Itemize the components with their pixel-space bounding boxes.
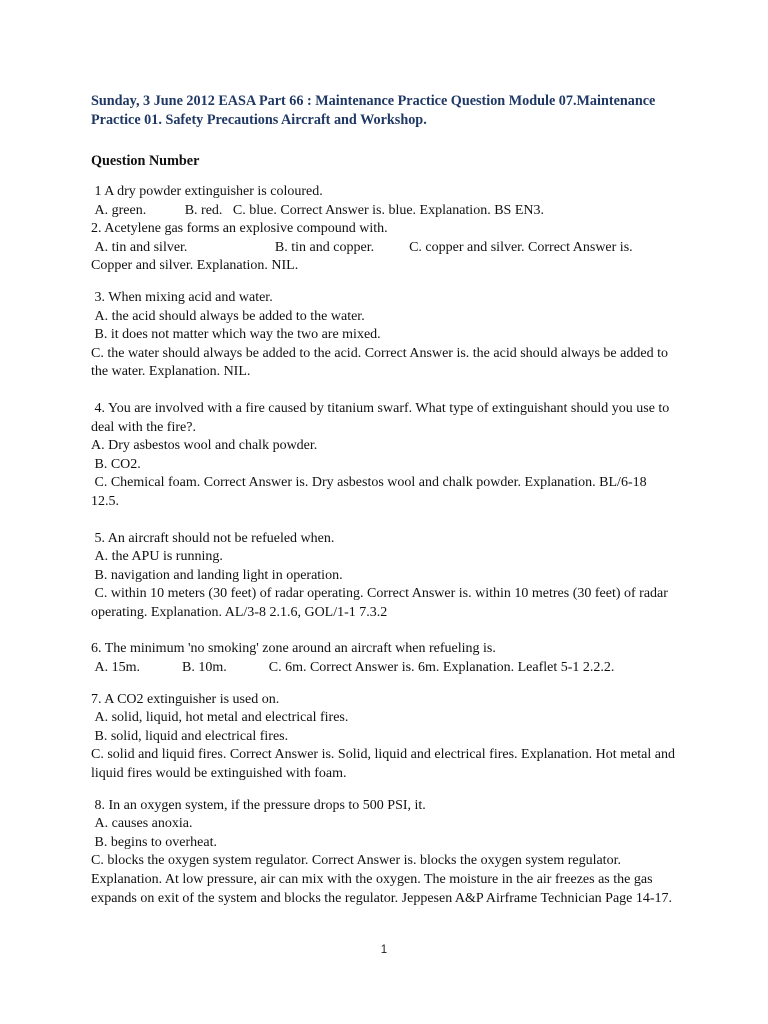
option-b: B. solid, liquid and electrical fires. — [91, 728, 289, 744]
option-c-answer: C. solid and liquid fires. Correct Answer is. Solid, liquid and electrical fires. Explanation. Hot metal and liquid fires would be extinguished with foam. — [91, 747, 679, 782]
option-c-answer: C. within 10 meters (30 feet) of radar operating. Correct Answer is. within 10 metres (30 feet) of radar operating. Explanation. AL/3-8 2.1.6, GOL/1-1 7.3.2 — [91, 586, 672, 620]
questions-body — [91, 183, 679, 908]
question-2 — [91, 220, 676, 276]
question-3 — [91, 289, 676, 382]
option-c-answer: C. the water should always be added to the acid. Correct Answer is. the acid should always be added to the water. Explanation. NIL. — [91, 345, 672, 380]
question-text: 6. The minimum 'no smoking' zone around an aircraft when refueling is. — [91, 641, 496, 657]
answer-options: A. tin and silver. B. tin and copper. C. copper and silver. Correct Answer is. Copper and silver. Explanation. NIL. — [91, 239, 637, 274]
option-c-answer: C. blocks the oxygen system regulator. Correct Answer is. blocks the oxygen system regulator. Explanation. At low pressure, air can mix with the oxygen. The moisture in the air freezes as the gas expands on exit of the system and blocks the regulator. Jeppesen A&P Airframe Technician Page 14-17. — [91, 853, 673, 906]
question-6 — [91, 640, 676, 677]
answer-options: A. 15m. B. 10m. C. 6m. Correct Answer is. 6m. Explanation. Leaflet 5-1 2.2.2. — [91, 660, 615, 676]
option-a: A. solid, liquid, hot metal and electrical fires. — [91, 710, 349, 726]
question-text: 8. In an oxygen system, if the pressure drops to 500 PSI, it. — [91, 797, 426, 813]
page-number: 1 — [380, 944, 388, 956]
question-number-heading: Question Number — [91, 153, 200, 169]
option-a: A. the APU is running. — [91, 549, 223, 565]
question-5 — [91, 530, 676, 623]
question-8 — [91, 797, 676, 909]
answer-options: A. green. B. red. C. blue. Correct Answer is. blue. Explanation. BS EN3. — [91, 202, 544, 218]
option-b: B. it does not matter which way the two are mixed. — [91, 327, 381, 343]
question-text: 2. Acetylene gas forms an explosive compound with. — [91, 221, 388, 237]
option-b: B. CO2. — [91, 456, 141, 472]
option-b: B. begins to overheat. — [91, 834, 217, 850]
option-c-answer: C. Chemical foam. Correct Answer is. Dry asbestos wool and chalk powder. Explanation. BL/6-18 12.5. — [91, 475, 651, 509]
document-title: Sunday, 3 June 2012 EASA Part 66 : Maintenance Practice Question Module 07.Maintenance Practice 01. Safety Precautions Aircraft and Workshop. — [91, 93, 656, 128]
option-a: A. the acid should always be added to the water. — [91, 308, 365, 324]
question-text: 5. An aircraft should not be refueled when. — [91, 530, 335, 546]
option-a: A. causes anoxia. — [91, 816, 193, 832]
question-text: 7. A CO2 extinguisher is used on. — [91, 691, 280, 707]
option-b: B. navigation and landing light in operation. — [91, 567, 343, 583]
question-text: 1 A dry powder extinguisher is coloured. — [91, 184, 323, 199]
option-a: A. Dry asbestos wool and chalk powder. — [91, 438, 318, 454]
question-4 — [91, 400, 676, 512]
question-7 — [91, 691, 679, 784]
question-text: 4. You are involved with a fire caused by titanium swarf. What type of extinguishant should you use to deal with the fire?. — [91, 400, 673, 435]
question-text: 3. When mixing acid and water. — [91, 289, 273, 305]
question-1 — [91, 183, 676, 220]
